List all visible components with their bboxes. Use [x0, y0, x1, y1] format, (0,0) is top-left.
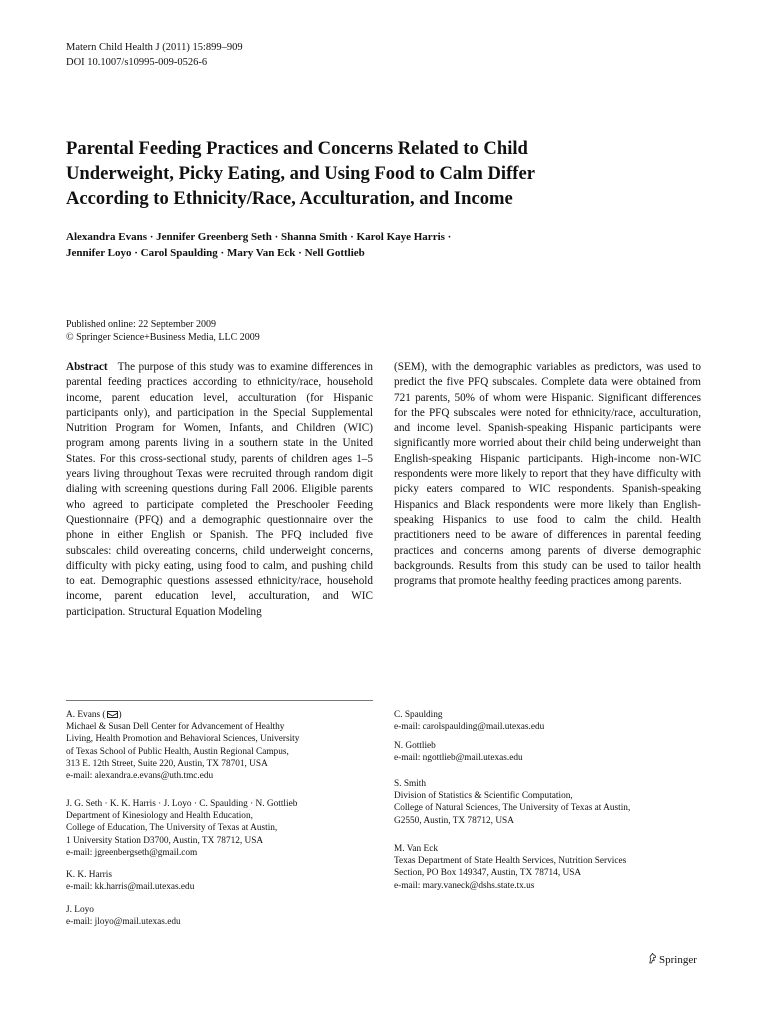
abstract-text-right: (SEM), with the demographic variables as predictors, was used to predict the five PFQ subscales. Complete data were obtained from 721 parents, 50% of whom were Hispanic. Significant differences for the PFQ subscales were noted for ethnicity/race, acculturation, and income level. Spanish-speaking Hispanic participants were significantly more worried about their child being underweight than English-speaking Hispanic participants. High-income non-WIC respondents were more likely to report that they have difficulty with picky eaters compared to WIC respondents. Spanish-speaking Hispanics and Black respondents were more likely than English-speaking Hispanics to use food to calm the child. Health practitioners need to be aware of differences in parental feeding practices and concerns among parents of diverse demographic backgrounds. Results from this study can be used to tailor health programs that promote healthy feeding practices among parents. [394, 361, 701, 588]
affiliation-line: Michael & Susan Dell Center for Advancement of Healthy [66, 722, 285, 733]
affiliation-smith [394, 778, 630, 827]
email-line: e-mail: jloyo@mail.utexas.edu [66, 917, 181, 928]
email-line: e-mail: alexandra.e.evans@uth.tmc.edu [66, 771, 214, 782]
affiliation-line: Texas Department of State Health Services, Nutrition Services [394, 856, 627, 867]
affiliation-line: 313 E. 12th Street, Suite 220, Austin, TX 78701, USA [66, 758, 268, 769]
affiliation-line: G2550, Austin, TX 78712, USA [394, 815, 514, 826]
email-line: e-mail: mary.vaneck@dshs.state.tx.us [394, 880, 535, 891]
affiliation-harris [66, 869, 194, 893]
affiliation-line: J. G. Seth · K. K. Harris · J. Loyo · C. Spaulding · N. Gottlieb [66, 799, 298, 809]
email-line: e-mail: jgreenbergseth@gmail.com [66, 847, 198, 858]
affiliation-line: Department of Kinesiology and Health Education, [66, 811, 253, 822]
affiliation-line: N. Gottlieb [394, 741, 436, 751]
corresponding-author: A. Evans ( ) [66, 710, 122, 720]
affiliation-line: College of Education, The University of Texas at Austin, [66, 823, 278, 834]
affiliation-line: C. Spaulding [394, 710, 443, 720]
publication-info [66, 318, 260, 344]
journal-line: Matern Child Health J (2011) 15:899–909 [66, 42, 243, 53]
affiliation-gottlieb [394, 740, 523, 764]
abstract-column-right [394, 360, 701, 589]
author-list [66, 229, 666, 261]
email-line: e-mail: carolspaulding@mail.utexas.edu [394, 722, 545, 733]
affiliation-line: S. Smith [394, 779, 427, 789]
published-date: Published online: 22 September 2009 [66, 319, 216, 330]
email-line: e-mail: kk.harris@mail.utexas.edu [66, 882, 195, 893]
affiliation-loyo [66, 904, 181, 928]
author-line: Alexandra Evans · Jennifer Greenberg Seth · Shanna Smith · Karol Kaye Harris · [66, 231, 452, 243]
publisher-logo [648, 953, 697, 967]
envelope-icon [107, 711, 118, 718]
copyright-notice: © Springer Science+Business Media, LLC 2009 [66, 332, 260, 343]
affiliation-line: Division of Statistics & Scientific Computation, [394, 791, 573, 802]
author-line: Jennifer Loyo · Carol Spaulding · Mary Van Eck · Nell Gottlieb [66, 247, 365, 259]
journal-citation [66, 40, 243, 70]
email-line: e-mail: ngottlieb@mail.utexas.edu [394, 753, 523, 764]
affiliation-spaulding [394, 709, 544, 733]
affiliation-seth [66, 798, 297, 859]
title-line: According to Ethnicity/Race, Acculturation, and Income [66, 188, 513, 209]
abstract-text-left: The purpose of this study was to examine differences in parental feeding practices according to ethnicity/race, household income, parent education level, acculturation (for Hispanic participants only), and participation in the Special Supplemental Nutrition Program for Women, Infants, and Children (WIC) program among parents living in a southern state in the United States. For this cross-sectional study, parents of children ages 1–5 years living throughout Texas were recruited through random digit dialing with screening questions during Fall 2006. Eligible parents who agreed to participate completed the Preschooler Feeding Questionnaire (PFQ) and a demographic questionnaire over the phone in either English or Spanish. The PFQ included five subscales: child overeating concerns, child underweight concerns, difficulty with picky eating, using food to calm, and pushing child to eat. Demographic questions assessed ethnicity/race, household income, parent education level, acculturation, and WIC participation. Structural Equation Modeling [66, 361, 373, 618]
affiliation-line: M. Van Eck [394, 844, 438, 854]
abstract-column-left [66, 360, 373, 620]
abstract-label: Abstract [66, 361, 108, 373]
affiliation-vaneck [394, 843, 626, 892]
doi-line: DOI 10.1007/s10995-009-0526-6 [66, 57, 208, 68]
affiliation-line: Living, Health Promotion and Behavioral Sciences, University [66, 734, 300, 745]
title-line: Parental Feeding Practices and Concerns Related to Child [66, 138, 528, 159]
affiliation-line: 1 University Station D3700, Austin, TX 78712, USA [66, 835, 264, 846]
title-line: Underweight, Picky Eating, and Using Food to Calm Differ [66, 163, 535, 184]
affiliation-line: of Texas School of Public Health, Austin Regional Campus, [66, 746, 289, 757]
affiliation-line: College of Natural Sciences, The University of Texas at Austin, [394, 803, 631, 814]
affiliation-line: K. K. Harris [66, 870, 112, 880]
article-title [66, 136, 686, 211]
affiliation-evans [66, 709, 299, 782]
affiliation-line: J. Loyo [66, 905, 94, 915]
footnote-divider [66, 700, 373, 701]
publisher-name: Springer [659, 954, 697, 966]
affiliation-line: Section, PO Box 149347, Austin, TX 78714, USA [394, 868, 582, 879]
springer-horse-icon [648, 953, 657, 964]
